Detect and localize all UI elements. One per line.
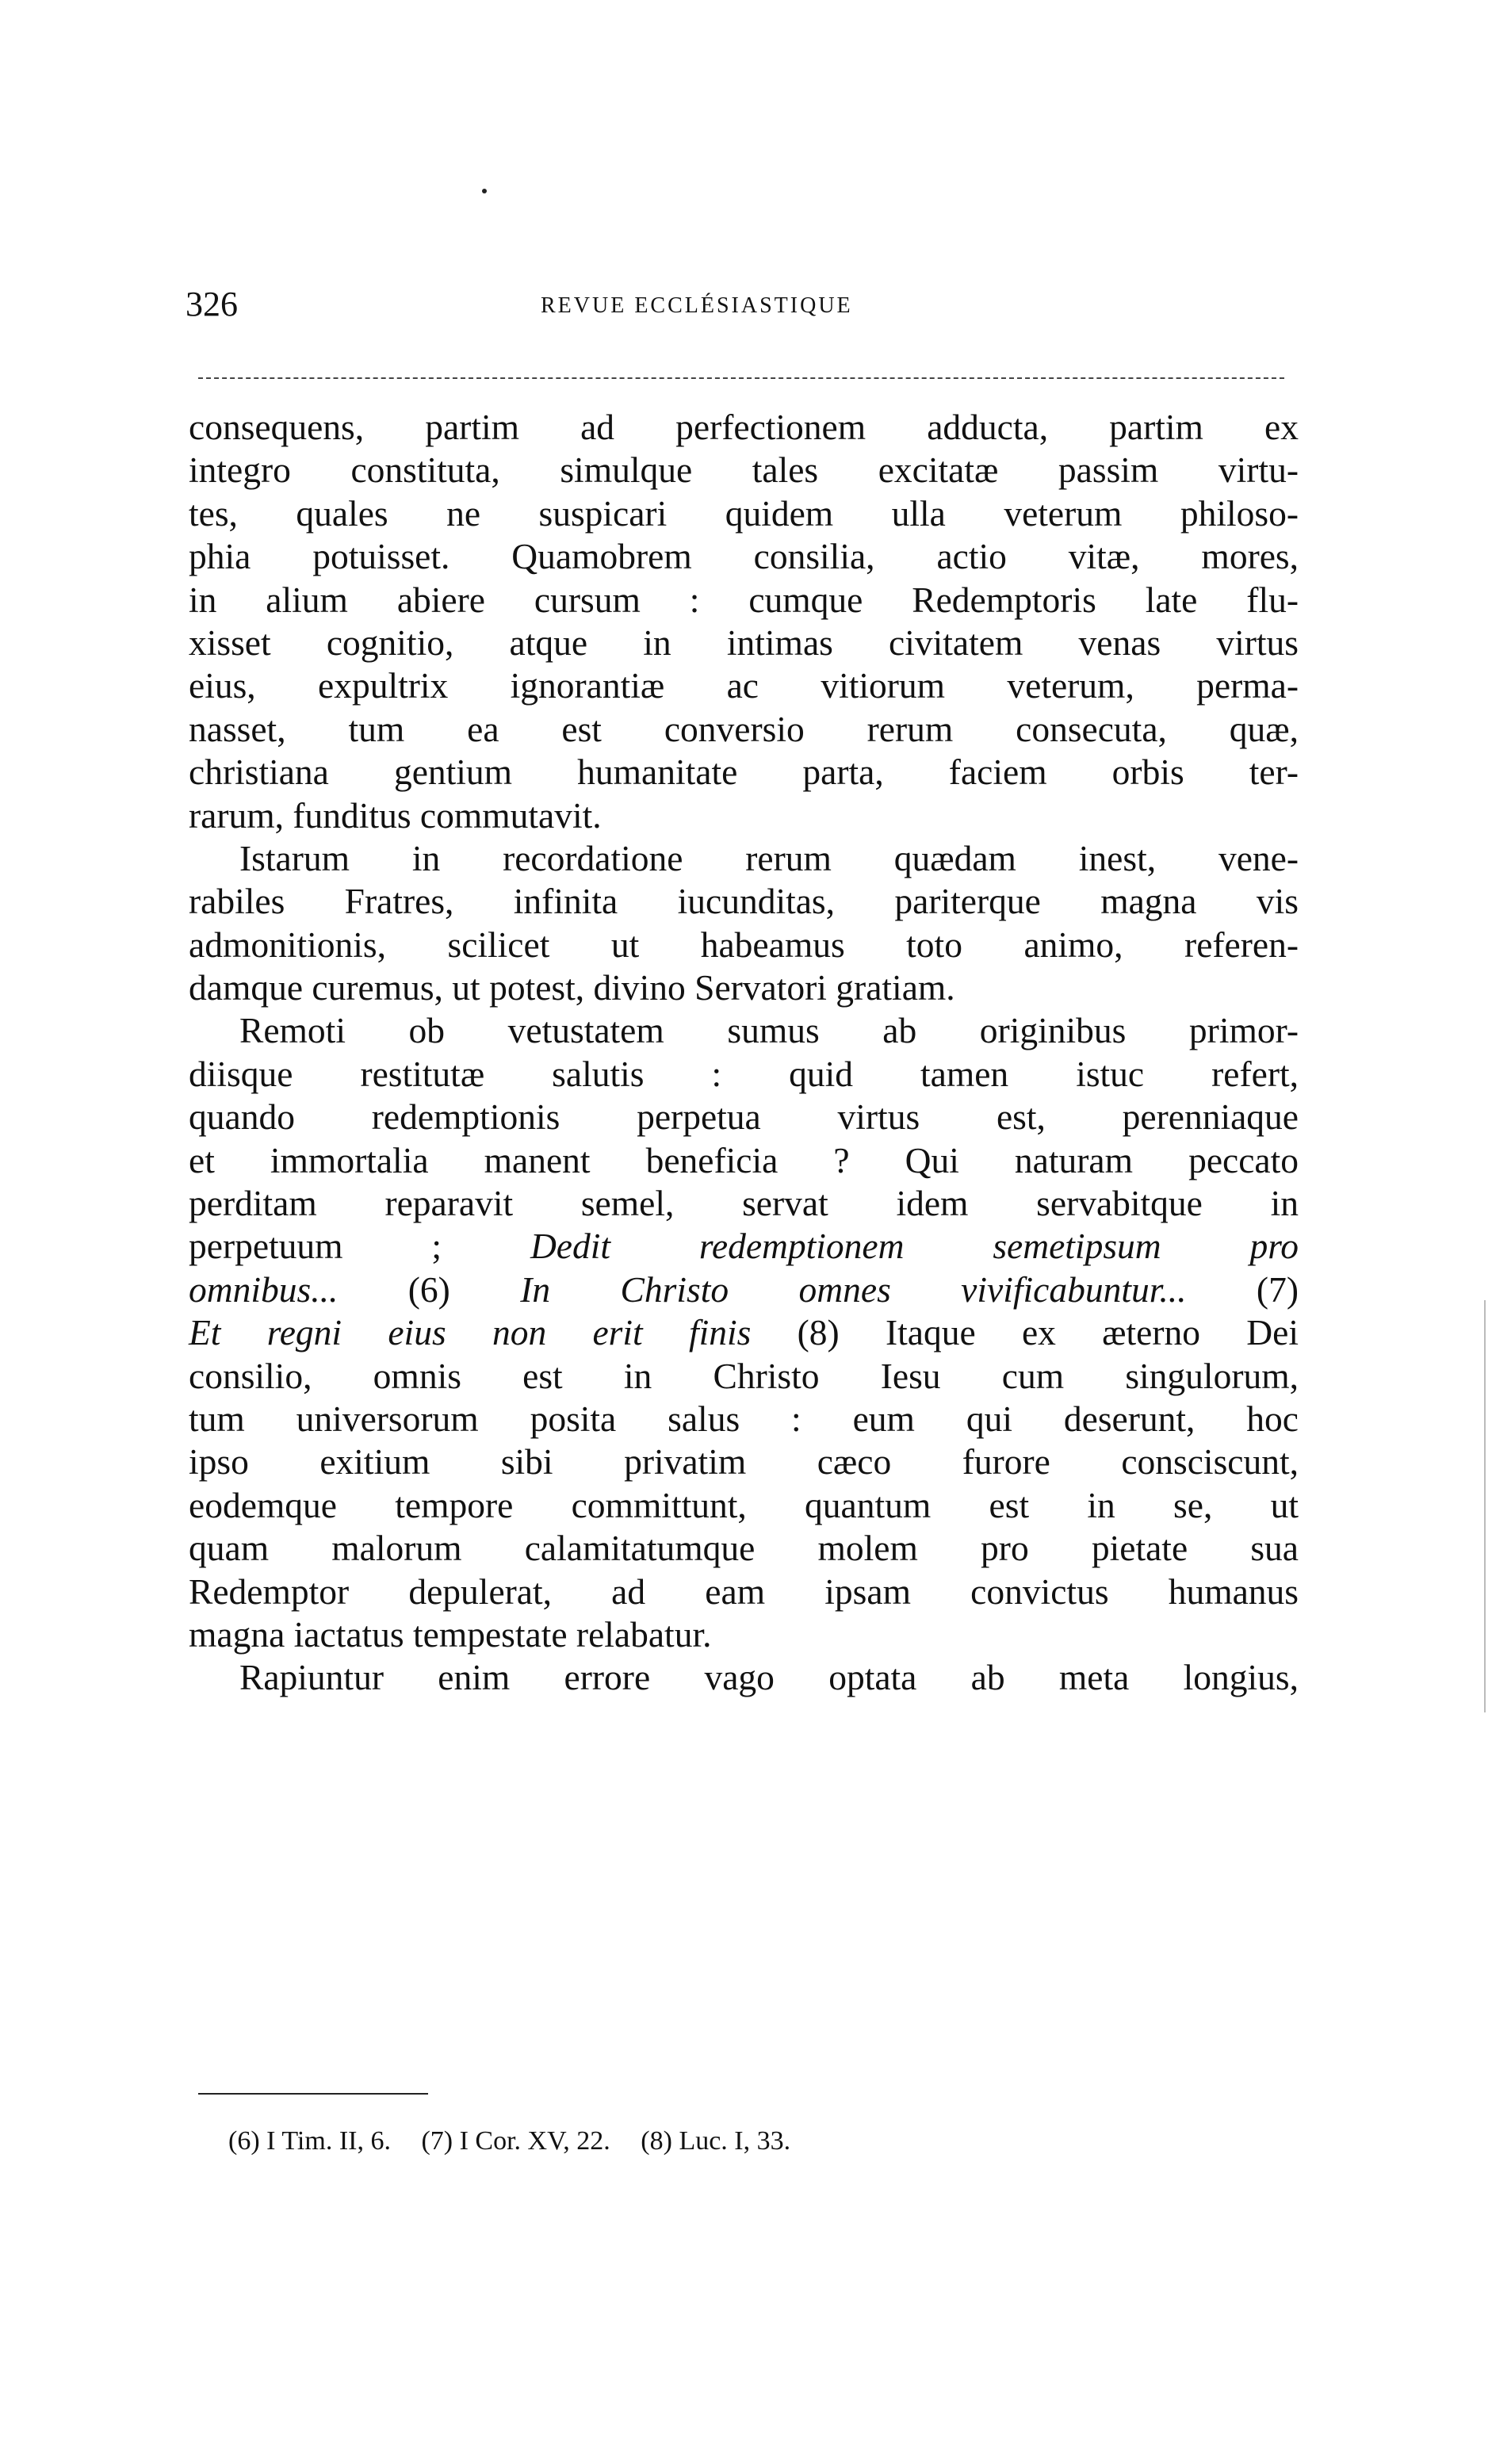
text-line: christiana gentium humanitate parta, faciem orbis ter- xyxy=(189,752,1299,793)
text-line: eodemque tempore committunt, quantum est in se, ut xyxy=(189,1484,1299,1525)
page-header xyxy=(186,281,1351,328)
body-text xyxy=(189,406,1299,1700)
scan-edge-line xyxy=(1484,1300,1486,1712)
text-line: eius, expultrix ignorantiæ ac vitiorum veterum, perma- xyxy=(189,665,1299,706)
italic-run: Et regni eius non erit finis xyxy=(189,1312,752,1353)
text-line: quando redemptionis perpetua virtus est, perenniaque xyxy=(189,1096,1299,1138)
running-title: REVUE ECCLÉSIASTIQUE xyxy=(541,293,853,318)
text-line: integro constituta, simulque tales excitatæ passim virtu- xyxy=(189,450,1299,491)
text-line: consequens, partim ad perfectionem adducta, partim ex xyxy=(189,407,1299,447)
footnote-rule xyxy=(198,2093,428,2095)
text-line: damque curemus, ut potest, divino Servatori gratiam. xyxy=(189,967,955,1008)
text-line: tes, quales ne suspicari quidem ulla veterum philoso- xyxy=(189,492,1299,534)
footnote-7: (7) I Cor. XV, 22. xyxy=(421,2126,610,2156)
text-line: Et regni eius non erit finis (8) Itaque ex æterno Dei xyxy=(189,1312,1299,1353)
text-line: admonitionis, scilicet ut habeamus toto animo, referen- xyxy=(189,924,1299,965)
text-line: nasset, tum ea est conversio rerum consecuta, quæ, xyxy=(189,708,1299,749)
text-line: tum universorum posita salus : eum qui deserunt, hoc xyxy=(189,1398,1299,1439)
italic-run: In Christo omnes vivificabuntur... xyxy=(520,1268,1187,1310)
text-line: omnibus... (6) In Christo omnes vivificabuntur... (7) xyxy=(189,1268,1299,1310)
text-line: Istarum in recordatione rerum quædam inest, vene- xyxy=(239,837,1299,878)
text-line: et immortalia manent beneficia ? Qui naturam peccato xyxy=(189,1139,1299,1180)
text-line: Redemptor depulerat, ad eam ipsam convictus humanus xyxy=(189,1571,1299,1612)
page-number: 326 xyxy=(186,285,238,323)
italic-run: omnibus... xyxy=(189,1268,339,1310)
text-line: consilio, omnis est in Christo Iesu cum singulorum, xyxy=(189,1355,1299,1396)
text-line: rabiles Fratres, infinita iucunditas, pariterque magna vis xyxy=(189,881,1299,922)
text-line: xisset cognitio, atque in intimas civitatem venas virtus xyxy=(189,622,1299,663)
text-line: diisque restitutæ salutis : quid tamen istuc refert, xyxy=(189,1053,1299,1094)
text-line: phia potuisset. Quamobrem consilia, actio vitæ, mores, xyxy=(189,536,1299,577)
text-line: perditam reparavit semel, servat idem servabitque in xyxy=(189,1183,1299,1224)
text-line: quam malorum calamitatumque molem pro pietate sua xyxy=(189,1528,1299,1569)
footnote-8: (8) Luc. I, 33. xyxy=(641,2126,791,2156)
text-line: magna iactatus tempestate relabatur. xyxy=(189,1613,712,1655)
header-rule xyxy=(198,377,1284,379)
text-line: Remoti ob vetustatem sumus ab originibus primor- xyxy=(239,1010,1299,1051)
text-line: rarum, funditus commutavit. xyxy=(189,794,602,836)
italic-run: Dedit redemptionem semetipsum pro xyxy=(530,1226,1299,1267)
text-line: perpetuum ; Dedit redemptionem semetipsum pro xyxy=(189,1226,1299,1267)
text-line: ipso exitium sibi privatim cæco furore consciscunt, xyxy=(189,1441,1299,1483)
footnotes xyxy=(228,2122,814,2161)
footnote-6: (6) I Tim. II, 6. xyxy=(228,2126,391,2156)
stray-ink-mark xyxy=(482,189,487,193)
text-line: Rapiuntur enim errore vago optata ab meta longius, xyxy=(239,1657,1299,1698)
text-line: in alium abiere cursum : cumque Redemptoris late flu- xyxy=(189,579,1299,620)
